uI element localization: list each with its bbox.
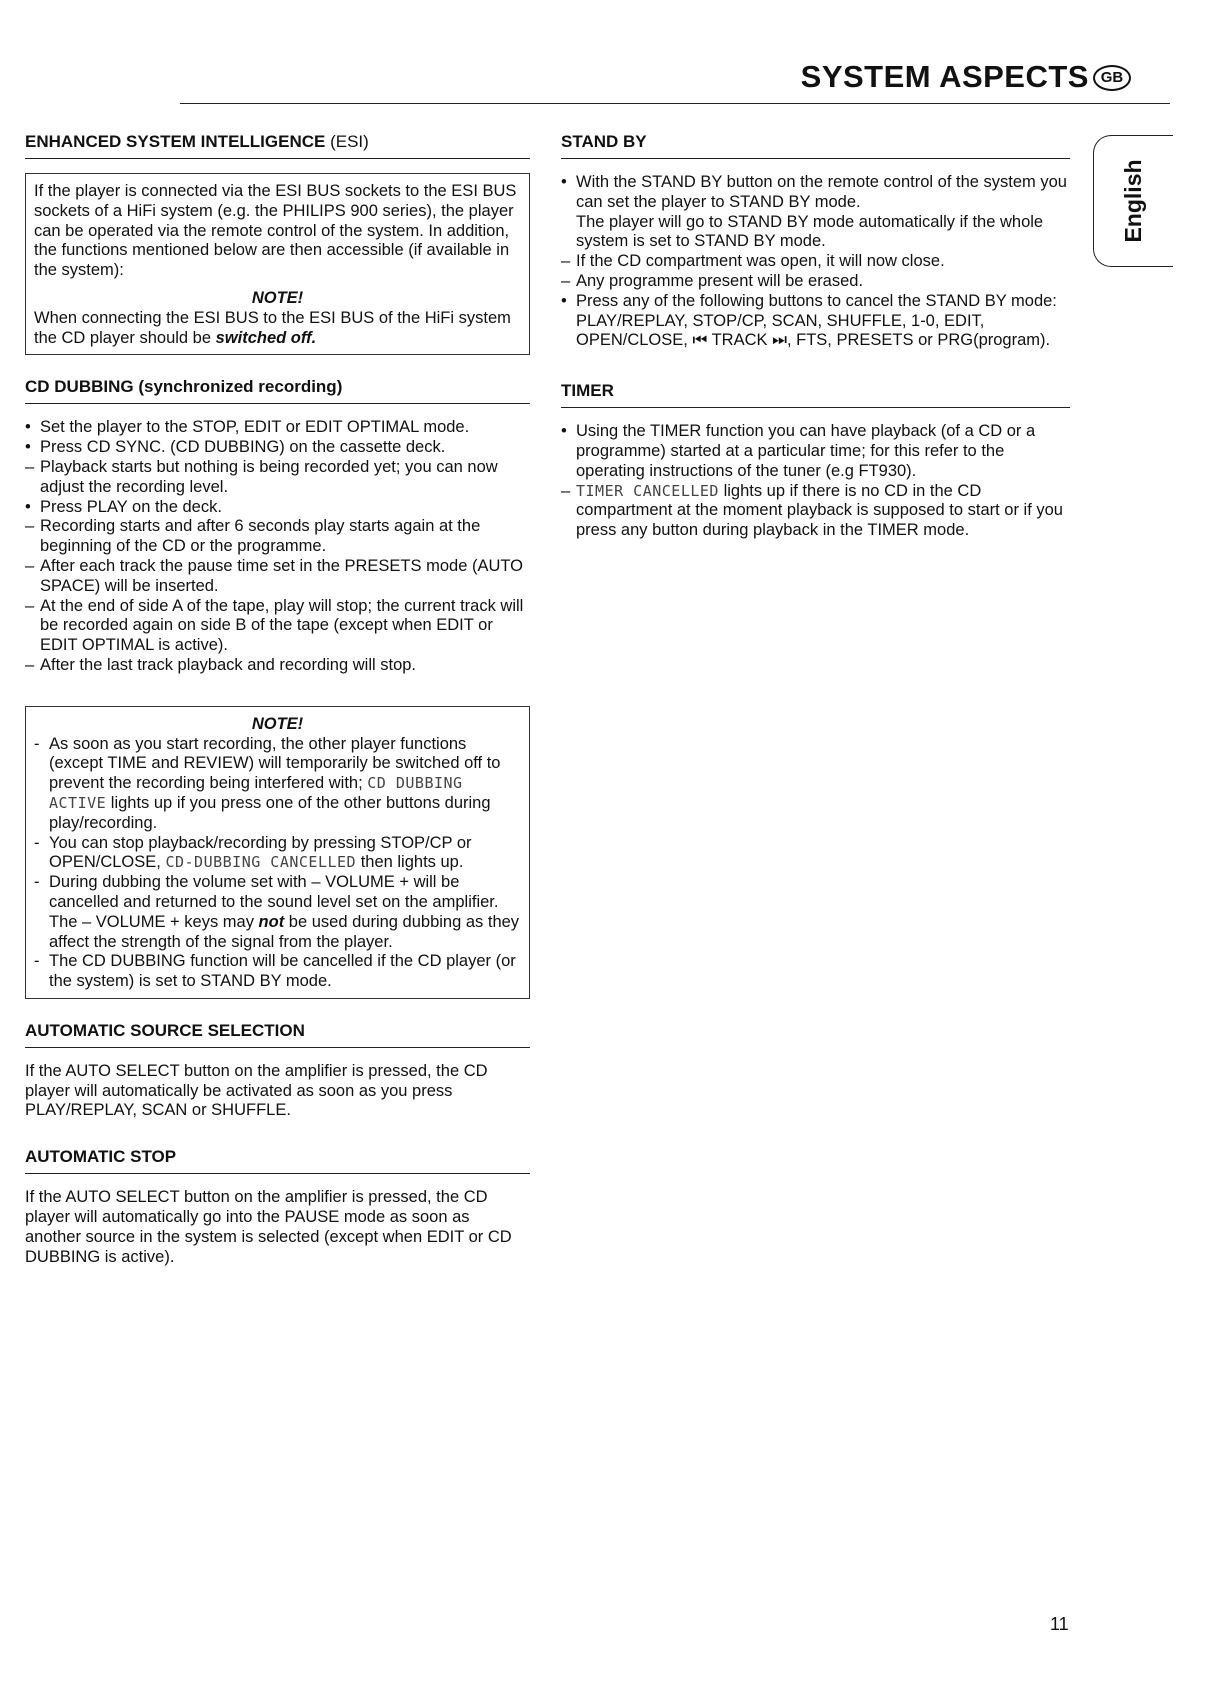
- note-text: The CD DUBBING function will be cancelled if the CD player (or the system) is set to STAND BY mode.: [49, 952, 516, 991]
- list-item: [561, 482, 1070, 541]
- lcd-message: CD DUBBING ACTIVE: [49, 774, 463, 812]
- dash-mark: -: [34, 734, 40, 753]
- note-emph: not: [258, 912, 285, 931]
- bullet-mark: •: [25, 438, 31, 457]
- bullet-mark: –: [25, 596, 35, 615]
- language-tab-label: English: [1119, 159, 1146, 243]
- auto-source-heading: AUTOMATIC SOURCE SELECTION: [25, 1021, 530, 1048]
- list-item: [561, 252, 1070, 272]
- spacer: [561, 351, 1070, 381]
- cd-dubbing-heading: CD DUBBING (synchronized recording): [25, 377, 530, 404]
- right-column: [561, 132, 1070, 541]
- note-text: During dubbing the volume set with – VOLUME + will be cancelled and returned to the sound level set on the amplifier.: [49, 873, 499, 911]
- spacer: [25, 676, 530, 706]
- list-item: [25, 517, 530, 557]
- list-item-text: If the CD compartment was open, it will now close.: [576, 252, 945, 271]
- bullet-mark: •: [561, 173, 567, 191]
- timer-heading: TIMER: [561, 381, 1070, 408]
- list-item: [561, 292, 1070, 351]
- auto-source-text: If the AUTO SELECT button on the amplifier is pressed, the CD player will automatically be activated as soon as you press PLAY/REPLAY, SCAN or SHUFFLE.: [25, 1061, 488, 1120]
- note-text: lights up if you press one of the other buttons during play/recording.: [49, 793, 491, 832]
- list-item: [25, 438, 530, 458]
- list-item-text: The player will go to STAND BY mode automatically if the whole system is set to STAND BY mode.: [576, 212, 1044, 251]
- list-item: [25, 498, 530, 518]
- bullet-mark: •: [561, 422, 567, 441]
- list-item-text: After each track the pause time set in the PRESETS mode (AUTO SPACE) will be inserted.: [40, 556, 523, 595]
- language-tab: [1093, 135, 1173, 267]
- list-item-text: Any programme present will be erased.: [576, 271, 864, 290]
- page-header: [0, 55, 1222, 105]
- dash-mark: -: [34, 833, 40, 852]
- stand-by-list: [561, 173, 1070, 351]
- cd-dubbing-note-title: NOTE!: [251, 714, 304, 733]
- dash-mark: -: [34, 952, 40, 971]
- bullet-mark: •: [25, 418, 31, 437]
- list-item-text: PLAY/REPLAY, STOP/CP, SCAN, SHUFFLE, 1-0, EDIT, OPEN/CLOSE,: [576, 311, 985, 350]
- note-text: You can stop playback/recording by pressing STOP/CP or OPEN/CLOSE,: [49, 833, 472, 872]
- bullet-mark: –: [25, 517, 35, 536]
- list-item: [34, 873, 521, 952]
- left-column: [25, 132, 530, 1293]
- esi-note-body: When connecting the ESI BUS to the ESI BUS of the HiFi system the CD player should be: [34, 308, 511, 347]
- list-item: [34, 834, 521, 874]
- list-item-text: After the last track playback and recording will stop.: [40, 655, 417, 674]
- list-item: [25, 418, 530, 438]
- list-item-text: Press CD SYNC. (CD DUBBING) on the cassette deck.: [40, 438, 446, 457]
- list-item-text: With the STAND BY button on the remote control of the system you can set the player to STAND BY mode.: [576, 173, 1067, 211]
- timer-list: [561, 422, 1070, 541]
- list-item: [25, 458, 530, 498]
- note-text: The – VOLUME + keys may: [49, 912, 254, 931]
- list-item: [34, 735, 521, 834]
- note-text: be used during dubbing as they affect the strength of the signal from the player.: [49, 912, 520, 951]
- list-item: [561, 422, 1070, 481]
- esi-heading-text: ENHANCED SYSTEM INTELLIGENCE: [25, 132, 326, 151]
- list-item-text: Playback starts but nothing is being recorded yet; you can now adjust the recording level.: [40, 457, 498, 496]
- bullet-mark: •: [25, 497, 31, 516]
- dash-mark: –: [561, 481, 571, 500]
- list-item: [34, 952, 521, 992]
- list-item: [25, 557, 530, 597]
- header-rule: [180, 103, 1170, 104]
- list-item: [561, 272, 1070, 292]
- cd-dubbing-note-list: [34, 735, 521, 992]
- lcd-message: TIMER CANCELLED: [576, 481, 719, 500]
- esi-info-box: [25, 173, 530, 355]
- list-item: [25, 656, 530, 676]
- dash-mark: –: [561, 271, 571, 290]
- page-title: SYSTEM ASPECTS: [800, 59, 1089, 94]
- cd-dubbing-steps: [25, 418, 530, 675]
- lcd-message: CD-DUBBING CANCELLED: [165, 853, 357, 872]
- esi-heading: [25, 132, 530, 159]
- bullet-mark: –: [25, 556, 35, 575]
- track-skip-icon: ⏮ TRACK ⏭,: [692, 331, 792, 350]
- esi-heading-abbr: (ESI): [330, 132, 369, 151]
- esi-note-emph: switched off.: [215, 328, 317, 347]
- page-number: 11: [1050, 1614, 1069, 1634]
- cd-dubbing-note-box: [25, 706, 530, 999]
- auto-stop-text: If the AUTO SELECT button on the amplifier is pressed, the CD player will automatically go into the PAUSE mode as soon as another source in the system is selected (except when EDIT or CD DUBBING is active).: [25, 1188, 512, 1266]
- esi-note-text: [34, 309, 521, 349]
- bullet-mark: •: [561, 291, 567, 310]
- list-item-text: Press any of the following buttons to cancel the STAND BY mode:: [576, 291, 1057, 310]
- note-text: As soon as you start recording, the other player functions (except TIME and REVIEW) will temporarily be switched off to prevent the recording being interfered with;: [49, 734, 501, 793]
- list-item-text: FTS, PRESETS or PRG(program).: [796, 331, 1051, 350]
- bullet-mark: –: [25, 655, 35, 674]
- bullet-mark: –: [25, 457, 35, 476]
- esi-note-title: NOTE!: [251, 288, 304, 307]
- gb-badge-icon: GB: [1093, 65, 1131, 91]
- list-item-text: At the end of side A of the tape, play will stop; the current track will be recorded again on side B of the tape (except when EDIT or EDIT OPTIMAL is active).: [40, 596, 524, 655]
- list-item-text: lights up if there is no CD in the CD compartment at the moment playback is supposed to start or if you press any button during playback in the TIMER mode.: [576, 481, 1063, 540]
- list-item-text: Using the TIMER function you can have playback (of a CD or a programme) started at a particular time; for this refer to the operating instructions of the tuner (e.g FT930).: [576, 422, 1036, 480]
- list-item: [25, 597, 530, 656]
- dash-mark: -: [34, 873, 40, 892]
- auto-stop-heading: AUTOMATIC STOP: [25, 1147, 530, 1174]
- list-item-text: Press PLAY on the deck.: [40, 497, 222, 516]
- stand-by-heading: STAND BY: [561, 132, 1070, 159]
- note-text: then lights up.: [360, 853, 464, 872]
- dash-mark: –: [561, 252, 571, 271]
- list-item-text: Set the player to the STOP, EDIT or EDIT OPTIMAL mode.: [40, 418, 470, 437]
- esi-box-text: If the player is connected via the ESI BUS sockets to the ESI BUS sockets of a HiFi system (e.g. the PHILIPS 900 series), the player can be operated via the remote control of the system. In addition, the functions mentioned below are then accessible (if available in the system):: [34, 182, 517, 280]
- list-item-text: Recording starts and after 6 seconds play starts again at the beginning of the CD or the programme.: [40, 517, 481, 556]
- list-item: [561, 173, 1070, 252]
